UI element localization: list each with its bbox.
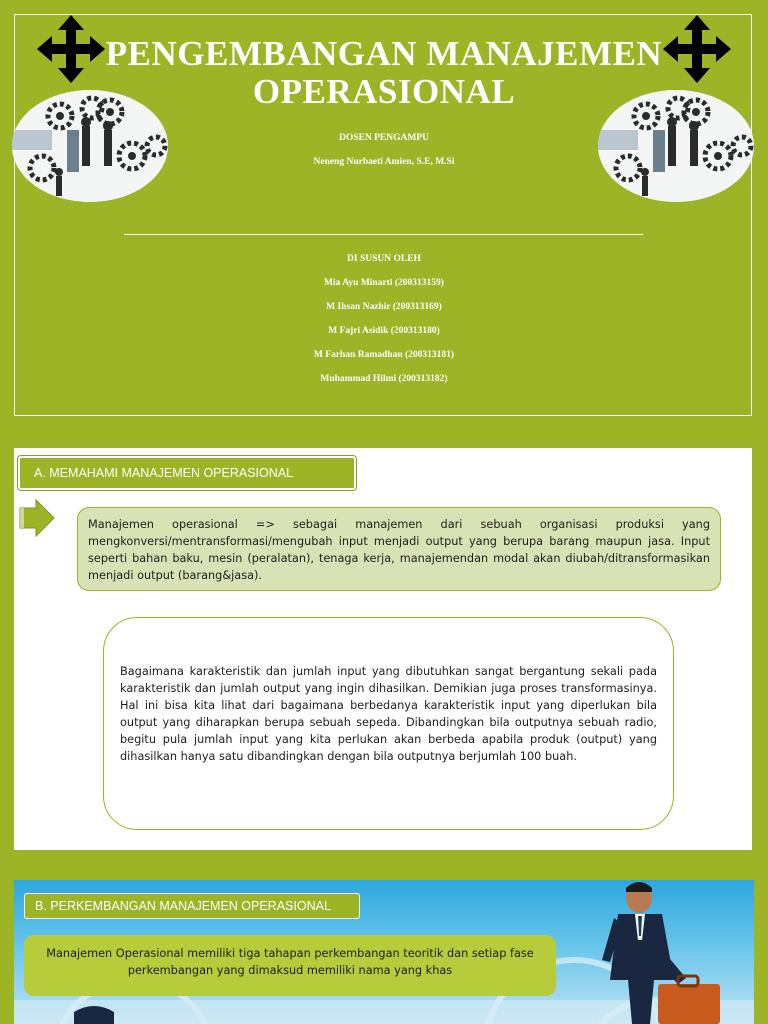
- disusun-label: DI SUSUN OLEH: [347, 254, 421, 264]
- four-way-arrow-icon: [663, 15, 731, 83]
- gears-people-illustration: [12, 90, 168, 202]
- member-name: Mia Ayu Minarti (200313159): [324, 278, 444, 288]
- section-header-b: B. PERKEMBANGAN MANAJEMEN OPERASIONAL: [24, 893, 360, 919]
- four-way-arrow-icon: [37, 15, 105, 83]
- member-name: M Ihsan Nazhir (200313169): [326, 302, 442, 312]
- dosen-label: DOSEN PENGAMPU: [339, 133, 429, 143]
- member-name: M Fajri Asidik (200313180): [328, 326, 440, 336]
- development-box: Manajemen Operasional memiliki tiga tahapan perkembangan teoritik dan setiap fase perkembangan yang dimaksud memiliki nama yang khas: [24, 935, 556, 996]
- member-name: Muhammad Hilmi (200313182): [320, 374, 448, 384]
- explanation-box: Bagaimana karakteristik dan jumlah input yang dibutuhkan sangat bergantung sekali pada karakteristik dan jumlah output yang ingin dihasilkan. Demikian juga proses transformasinya. Hal ini bisa kita lihat dari bagaimana berbedanya karakteristik input yang diperlukan bila output yang diharapkan berupa sebuah sepeda. Dibandingkan bila outputnya sebuah radio, begitu pula jumlah input yang kita perlukan akan berbeda apabila produk (output) yang dihasilkan hanya satu dibandingkan dengan bila outputnya berjumlah 100 buah.: [103, 617, 674, 830]
- member-name: M Farhan Ramadhan (200313181): [313, 350, 455, 360]
- right-arrow-icon: [18, 498, 56, 538]
- section-header-a: A. MEMAHAMI MANAJEMEN OPERASIONAL: [18, 456, 356, 490]
- divider: [124, 234, 643, 235]
- definition-box: Manajemen operasional => sebagai manajemen dari sebuah organisasi produksi yang mengkonversi/mentransformasi/mengubah input menjadi output yang berupa barang maupun jasa. Input seperti bahan baku, mesin (peralatan), tenaga kerja, manajemendan modal akan diubah/ditransformasikan menjadi output (barang&jasa).: [77, 507, 721, 591]
- title-line-2: OPERASIONAL: [252, 72, 516, 111]
- title-line-1: PENGEMBANGAN MANAJEMEN: [105, 34, 663, 73]
- dosen-name: Neneng Nurbaeti Amien, S.E, M.Si: [313, 157, 455, 167]
- gears-people-illustration: [598, 90, 754, 202]
